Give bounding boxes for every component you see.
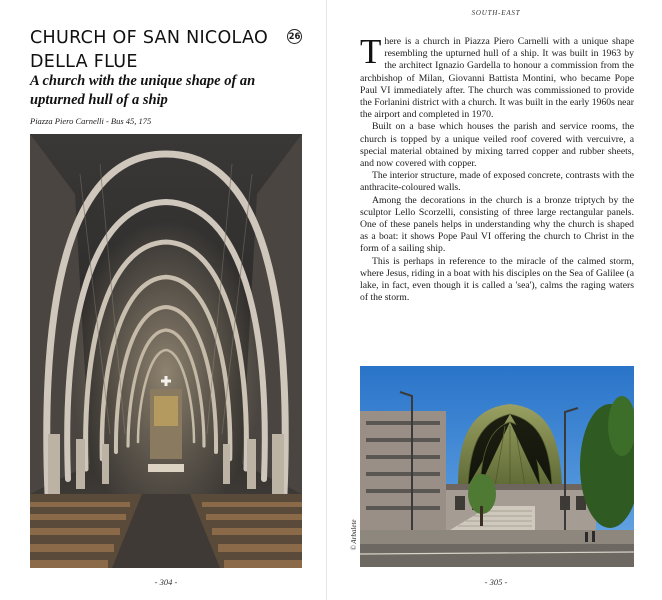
paragraph: Built on a base which houses the parish and service rooms, the church is topped by a unique veiled roof covered with vercuivre, a special material obtained by mixing tarred copper and rubber sheets, and now covered with copper. bbox=[360, 121, 634, 170]
page-number-right: - 305 - bbox=[484, 577, 508, 587]
church-exterior-photo bbox=[360, 366, 634, 567]
paragraph: This is perhaps in reference to the miracle of the calmed storm, where Jesus, riding in a boat with his disciples on the Sea of Galilee (a lake, in fact, even though it is called a 'sea'), calms the raging waters of the storm. bbox=[360, 255, 634, 304]
church-interior-photo bbox=[30, 134, 302, 568]
paragraph: There is a church in Piazza Piero Carnelli with a unique shape resembling the upturned hull of a ship. It was built in 1963 by the architect Ignazio Gardella to honour a commission from the archbishop of Milan, Giovanni Battista Montini, who became Pope Paul VI immediately after. The church was commissioned to provide the Forlanini district with a church. It was built in the early 1960s near the airport and completed in 1970. bbox=[360, 32, 634, 121]
article-body bbox=[360, 32, 634, 304]
page-gutter bbox=[326, 0, 327, 600]
photo-credit: © Arbalete bbox=[350, 519, 358, 551]
subtitle: A church with the unique shape of an upturned hull of a ship bbox=[30, 73, 256, 108]
page-title: CHURCH OF SAN NICOLAO DELLA FLUE bbox=[30, 28, 269, 72]
drop-cap: T bbox=[360, 32, 382, 71]
paragraph: The interior structure, made of exposed concrete, contrasts with the anthracite-coloured walls. bbox=[360, 170, 634, 194]
running-head: SOUTH-EAST bbox=[471, 9, 521, 17]
entry-number-badge: 26 bbox=[287, 29, 302, 44]
location-line: Piazza Piero Carnelli - Bus 45, 175 bbox=[30, 116, 152, 126]
page-number-left: - 304 - bbox=[154, 577, 178, 587]
paragraph: Among the decorations in the church is a bronze triptych by the sculptor Lello Scorzelli, consisting of three large rectangular panels. One of these panels helps in understanding why the church is shaped as a boat: it shows Pope Paul VI offering the church to Christ in the form of a sailing ship. bbox=[360, 194, 634, 255]
